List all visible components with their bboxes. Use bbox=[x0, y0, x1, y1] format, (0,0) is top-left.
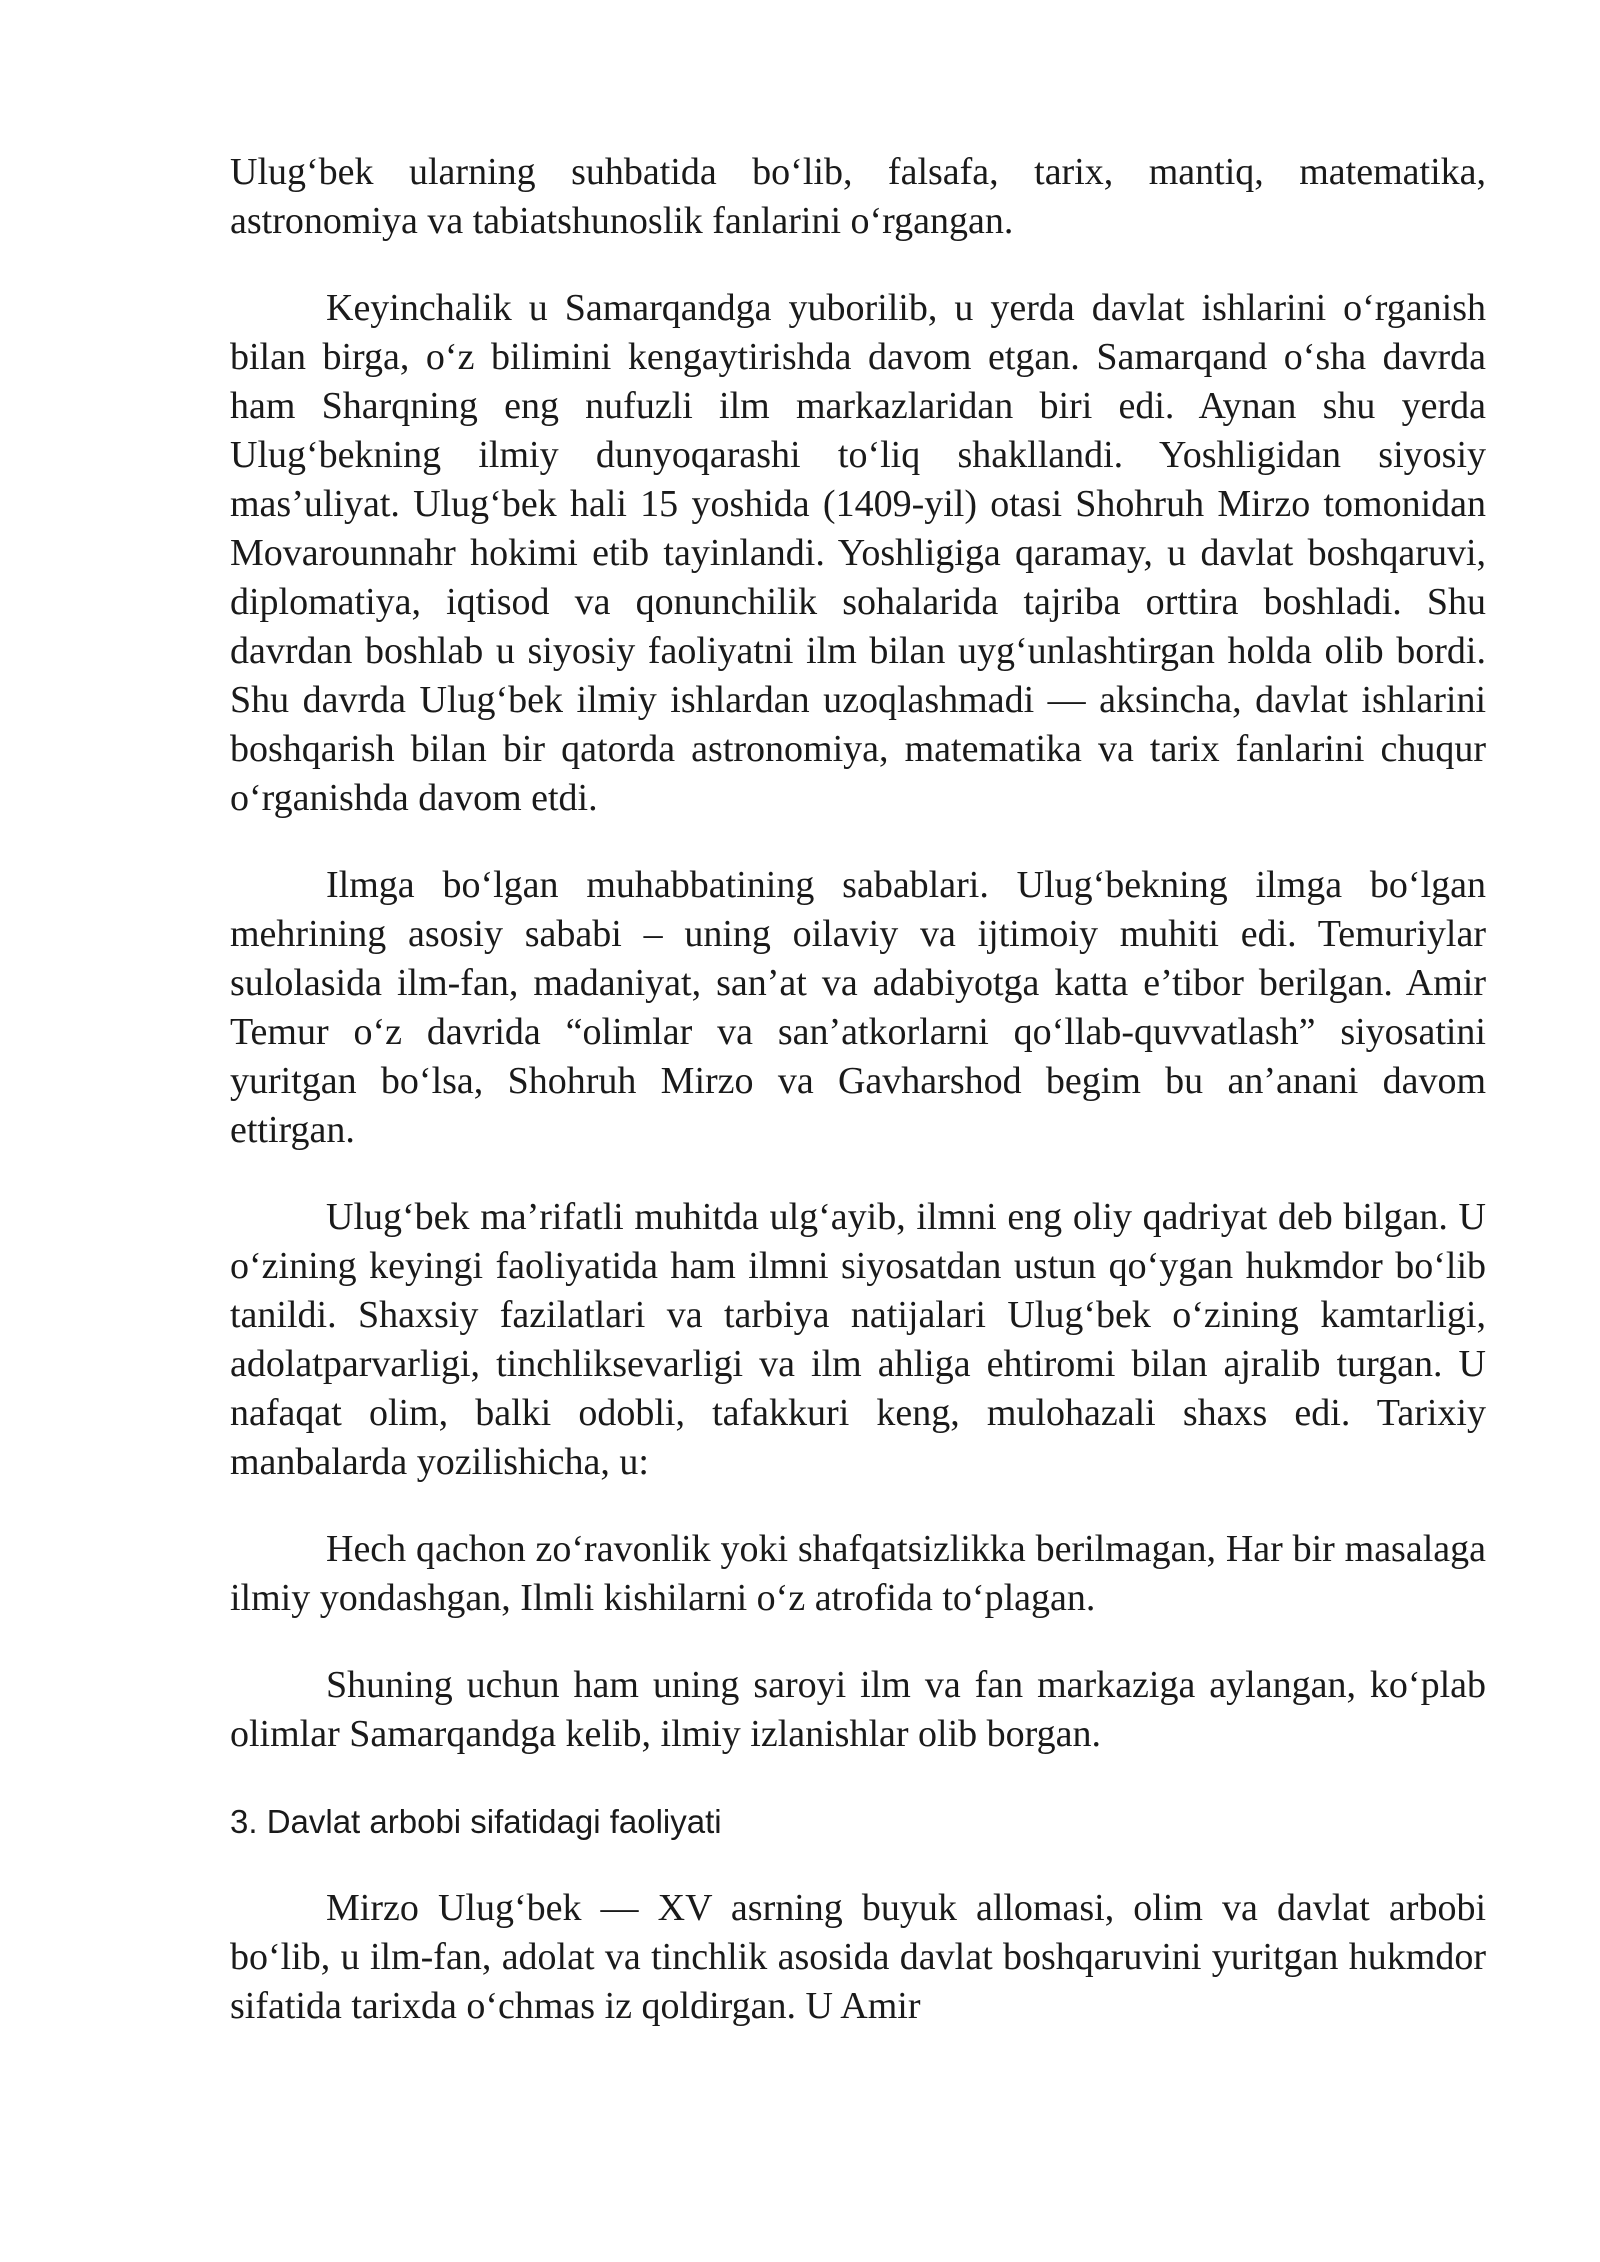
paragraph-personal-qualities: Ulug‘bek ma’rifatli muhitda ulg‘ayib, ilmni eng oliy qadriyat deb bilgan. U o‘zining keyingi faoliyatida ham ilmni siyosatdan ustun qo‘ygan hukmdor bo‘lib tanildi. Shaxsiy fazilatlari va tarbiya natijalari Ulug‘bek o‘zining kamtarligi, adolatparvarligi, tinchliksevarligi va ilm ahliga ehtiromi bilan ajralib turgan. U nafaqat olim, balki odobli, tafakkuri keng, mulohazali shaxs edi. Tarixiy manbalarda yozilishicha, u: bbox=[230, 1196, 1486, 1483]
paragraph-samarqand: Keyinchalik u Samarqandga yuborilib, u yerda davlat ishlarini o‘rganish bilan birga, o‘z bilimini kengaytirishda davom etgan. Samarqand o‘sha davrda ham Sharqning eng nufuzli ilm markazlaridan biri edi. Aynan shu yerda Ulug‘bekning ilmiy dunyoqarashi to‘liq shakllandi. Yoshligidan siyosiy mas’uliyat. Ulug‘bek hali 15 yoshida (1409-yil) otasi Shohruh Mirzo tomonidan Movarounnahr hokimi etib tayinlandi. Yoshligiga qaramay, u davlat boshqaruvi, diplomatiya, iqtisod va qonunchilik sohalarida tajriba orttira boshladi. Shu davrdan boshlab u siyosiy faoliyatni ilm bilan uyg‘unlashtirgan holda olib bordi. Shu davrda Ulug‘bek ilmiy ishlardan uzoqlashmadi — aksincha, davlat ishlarini boshqarish bilan bir qatorda astronomiya, matematika va tarix fanlarini chuqur o‘rganishda davom etdi. bbox=[230, 287, 1486, 819]
section-heading: 3. Davlat arbobi sifatidagi faoliyati bbox=[230, 1803, 722, 1840]
paragraph-love-of-science: Ilmga bo‘lgan muhabbatining sabablari. Ulug‘bekning ilmga bo‘lgan mehrining asosiy sababi – uning oilaviy va ijtimoiy muhiti edi. Temuriylar sulolasida ilm-fan, madaniyat, san’at va adabiyotga katta e’tibor berilgan. Amir Temur o‘z davrida “olimlar va san’atkorlarni qo‘llab-quvvatlash” siyosatini yuritgan bo‘lsa, Shohruh Mirzo va Gavharshod begim bu an’anani davom ettirgan. bbox=[230, 864, 1486, 1151]
paragraph-traits-list: Hech qachon zo‘ravonlik yoki shafqatsizlikka berilmagan, Har bir masalaga ilmiy yondashgan, Ilmli kishilarni o‘z atrofida to‘plagan. bbox=[230, 1528, 1486, 1619]
paragraph-statesman: Mirzo Ulug‘bek — XV asrning buyuk allomasi, olim va davlat arbobi bo‘lib, u ilm-fan, adolat va tinchlik asosida davlat boshqaruvini yuritgan hukmdor sifatida tarixda o‘chmas iz qoldirgan. U Amir bbox=[230, 1887, 1486, 2027]
document-body bbox=[230, 148, 1486, 2069]
paragraph-continuation: Ulug‘bek ularning suhbatida bo‘lib, falsafa, tarix, mantiq, matematika, astronomiya va tabiatshunoslik fanlarini o‘rgangan. bbox=[230, 151, 1486, 242]
paragraph-court-center: Shuning uchun ham uning saroyi ilm va fan markaziga aylangan, ko‘plab olimlar Samarqandga kelib, ilmiy izlanishlar olib borgan. bbox=[230, 1664, 1486, 1755]
